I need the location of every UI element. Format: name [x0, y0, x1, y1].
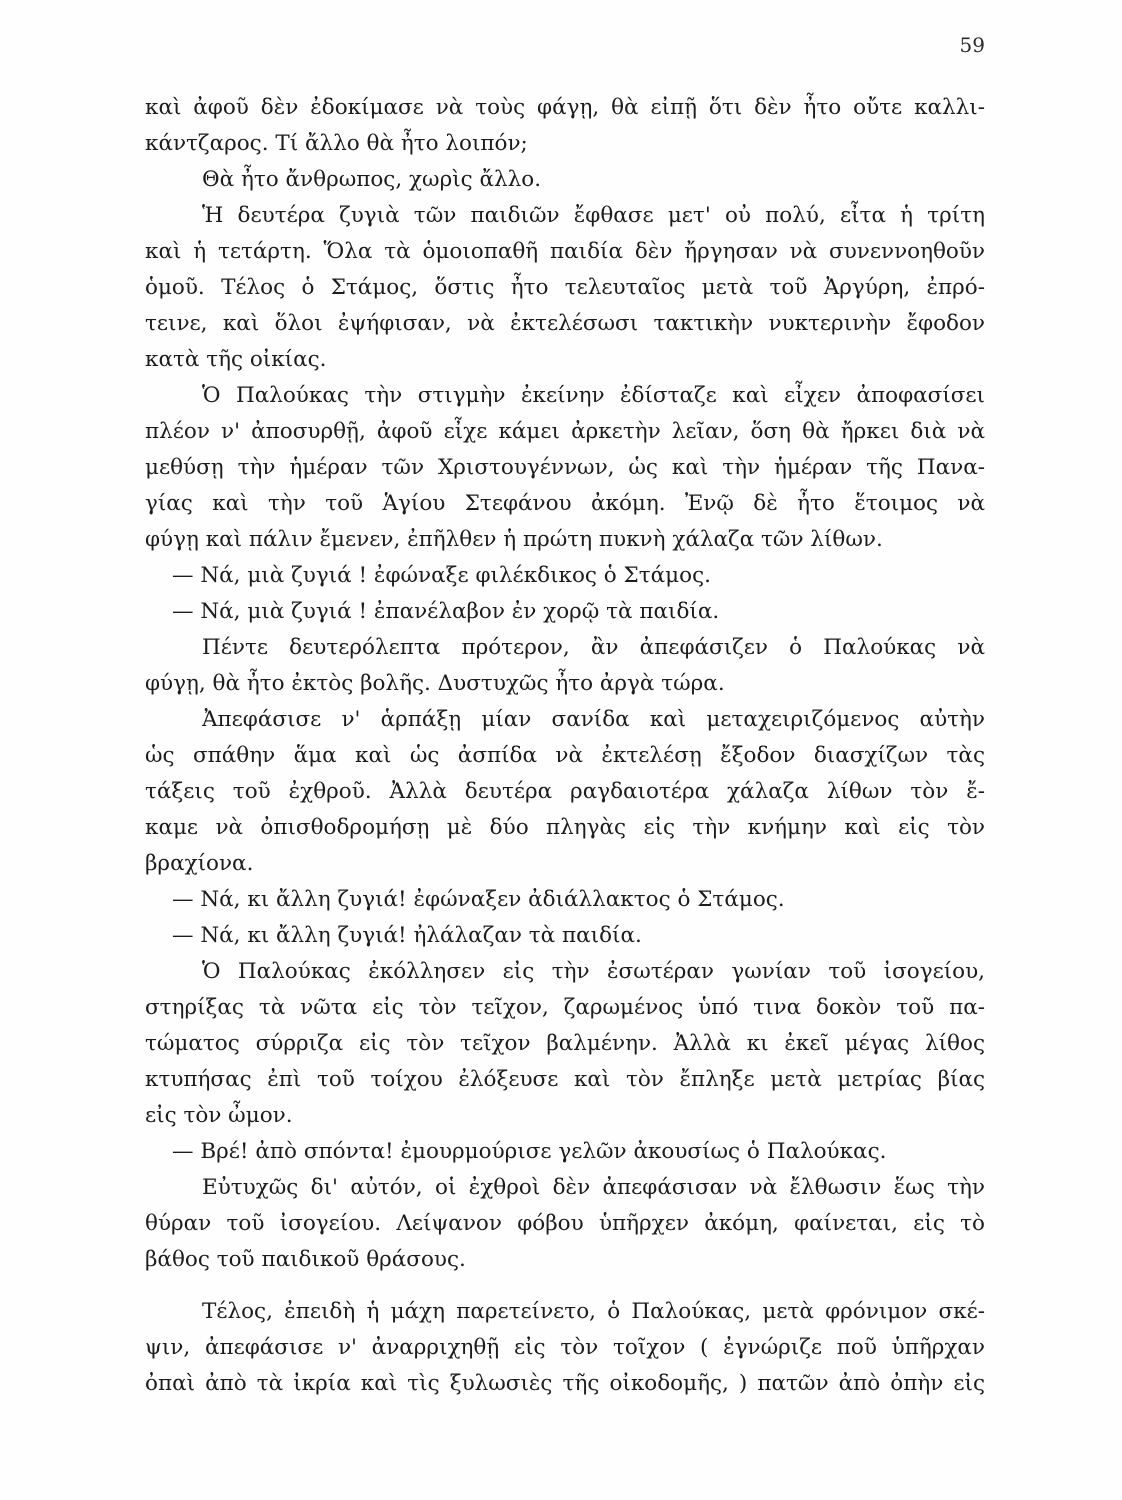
text-line: τεινε, καὶ ὅλοι ἐψήφισαν, νὰ ἐκτελέσωσι τακτικὴν νυκτερινὴν ἔφοδον — [145, 311, 985, 336]
text-line: ψιν, ἀπεφάσισε ν' ἀναρριχηθῇ εἰς τὸν τοῖχον ( ἐγνώριζε ποῦ ὑπῆρχαν — [145, 1335, 985, 1360]
text-line: καὶ ἡ τετάρτη. Ὅλα τὰ ὁμοιοπαθῆ παιδία δὲν ἤργησαν νὰ συνεννοηθοῦν — [145, 239, 985, 264]
text-line: Πέντε δευτερόλεπτα πρότερον, ἂν ἀπεφάσιζεν ὁ Παλούκας νὰ — [202, 635, 985, 660]
text-line: Ὁ Παλούκας τὴν στιγμὴν ἐκείνην ἐδίσταζε καὶ εἶχεν ἀποφασίσει — [202, 383, 985, 408]
text-line: κτυπήσας ἐπὶ τοῦ τοίχου ἐλόξευσε καὶ τὸν ἔπληξε μετὰ μετρίας βίας — [145, 1067, 985, 1092]
text-line: φύγῃ καὶ πάλιν ἔμενεν, ἐπῆλθεν ἡ πρώτη πυκνὴ χάλαζα τῶν λίθων. — [145, 527, 883, 552]
text-line: — Νά, κι ἄλλη ζυγιά! ἐφώναξεν ἀδιάλλακτος ὁ Στάμος. — [172, 887, 785, 912]
text-line: κατὰ τῆς οἰκίας. — [145, 347, 327, 372]
text-line: κάντζαρος. Τί ἄλλο θὰ ἦτο λοιπόν; — [145, 131, 528, 156]
text-line: γίας καὶ τὴν τοῦ Ἁγίου Στεφάνου ἀκόμη. Ἐνῷ δὲ ἦτο ἕτοιμος νὰ — [145, 491, 985, 516]
text-line: θύραν τοῦ ἰσογείου. Λείψανον φόβου ὑπῆρχεν ἀκόμη, φαίνεται, εἰς τὸ — [145, 1211, 985, 1236]
text-line: Ἡ δευτέρα ζυγιὰ τῶν παιδιῶν ἔφθασε μετ' οὐ πολύ, εἶτα ἡ τρίτη — [202, 203, 985, 228]
text-line: Ὁ Παλούκας ἐκόλλησεν εἰς τὴν ἐσωτέραν γωνίαν τοῦ ἰσογείου, — [202, 959, 985, 984]
text-line: καὶ ἀφοῦ δὲν ἐδοκίμασε νὰ τοὺς φάγῃ, θὰ εἰπῇ ὅτι δὲν ἦτο οὔτε καλλι- — [145, 95, 985, 120]
text-line: — Νά, μιὰ ζυγιά ! ἐπανέλαβον ἐν χορῷ τὰ παιδία. — [172, 599, 720, 624]
text-line: Εὐτυχῶς δι' αὐτόν, οἱ ἐχθροὶ δὲν ἀπεφάσισαν νὰ ἔλθωσιν ἕως τὴν — [202, 1175, 985, 1200]
page-number: 59 — [959, 33, 985, 57]
text-line: βάθος τοῦ παιδικοῦ θράσους. — [145, 1247, 466, 1272]
text-line: ὀπαὶ ἀπὸ τὰ ἰκρία καὶ τὶς ξυλωσιὲς τῆς οἰκοδομῆς, ) πατῶν ἀπὸ ὀπὴν εἰς — [145, 1371, 985, 1396]
text-line: — Νά, κι ἄλλη ζυγιά! ἠλάλαζαν τὰ παιδία. — [172, 923, 642, 948]
text-line: Θὰ ἦτο ἄνθρωπος, χωρὶς ἄλλο. — [202, 167, 542, 192]
text-line: φύγῃ, θὰ ἦτο ἐκτὸς βολῆς. Δυστυχῶς ἦτο ἀργὰ τώρα. — [145, 671, 725, 696]
text-line: στηρίξας τὰ νῶτα εἰς τὸν τεῖχον, ζαρωμένος ὑπό τινα δοκὸν τοῦ πα- — [145, 995, 985, 1020]
text-line: βραχίονα. — [145, 851, 254, 876]
text-line: — Βρέ! ἀπὸ σπόντα! ἐμουρμούρισε γελῶν ἀκουσίως ὁ Παλούκας. — [172, 1139, 887, 1164]
text-line: πλέον ν' ἀποσυρθῇ, ἀφοῦ εἶχε κάμει ἀρκετὴν λεῖαν, ὅση θὰ ἤρκει διὰ νὰ — [145, 419, 985, 444]
text-line: καμε νὰ ὀπισθοδρομήσῃ μὲ δύο πληγὰς εἰς τὴν κνήμην καὶ εἰς τὸν — [145, 815, 985, 840]
text-line: εἰς τὸν ὦμον. — [145, 1103, 293, 1128]
text-line: Ἀπεφάσισε ν' ἁρπάξῃ μίαν σανίδα καὶ μεταχειριζόμενος αὐτὴν — [202, 707, 985, 732]
text-line: Τέλος, ἐπειδὴ ἡ μάχη παρετείνετο, ὁ Παλούκας, μετὰ φρόνιμον σκέ- — [202, 1299, 985, 1324]
text-line: ὁμοῦ. Τέλος ὁ Στάμος, ὅστις ἦτο τελευταῖος μετὰ τοῦ Ἀργύρη, ἐπρό- — [145, 275, 985, 300]
text-line: μεθύσῃ τὴν ἡμέραν τῶν Χριστουγέννων, ὡς καὶ τὴν ἡμέραν τῆς Πανα- — [145, 455, 985, 480]
text-line: τάξεις τοῦ ἐχθροῦ. Ἀλλὰ δευτέρα ραγδαιοτέρα χάλαζα λίθων τὸν ἔ- — [145, 779, 985, 804]
text-line: — Νά, μιὰ ζυγιά ! ἐφώναξε φιλέκδικος ὁ Στάμος. — [172, 563, 711, 588]
text-line: ὡς σπάθην ἅμα καὶ ὡς ἀσπίδα νὰ ἐκτελέσῃ ἔξοδον διασχίζων τὰς — [145, 743, 985, 768]
text-line: τώματος σύρριζα εἰς τὸν τεῖχον βαλμένην. Ἀλλὰ κι ἐκεῖ μέγας λίθος — [145, 1031, 985, 1056]
